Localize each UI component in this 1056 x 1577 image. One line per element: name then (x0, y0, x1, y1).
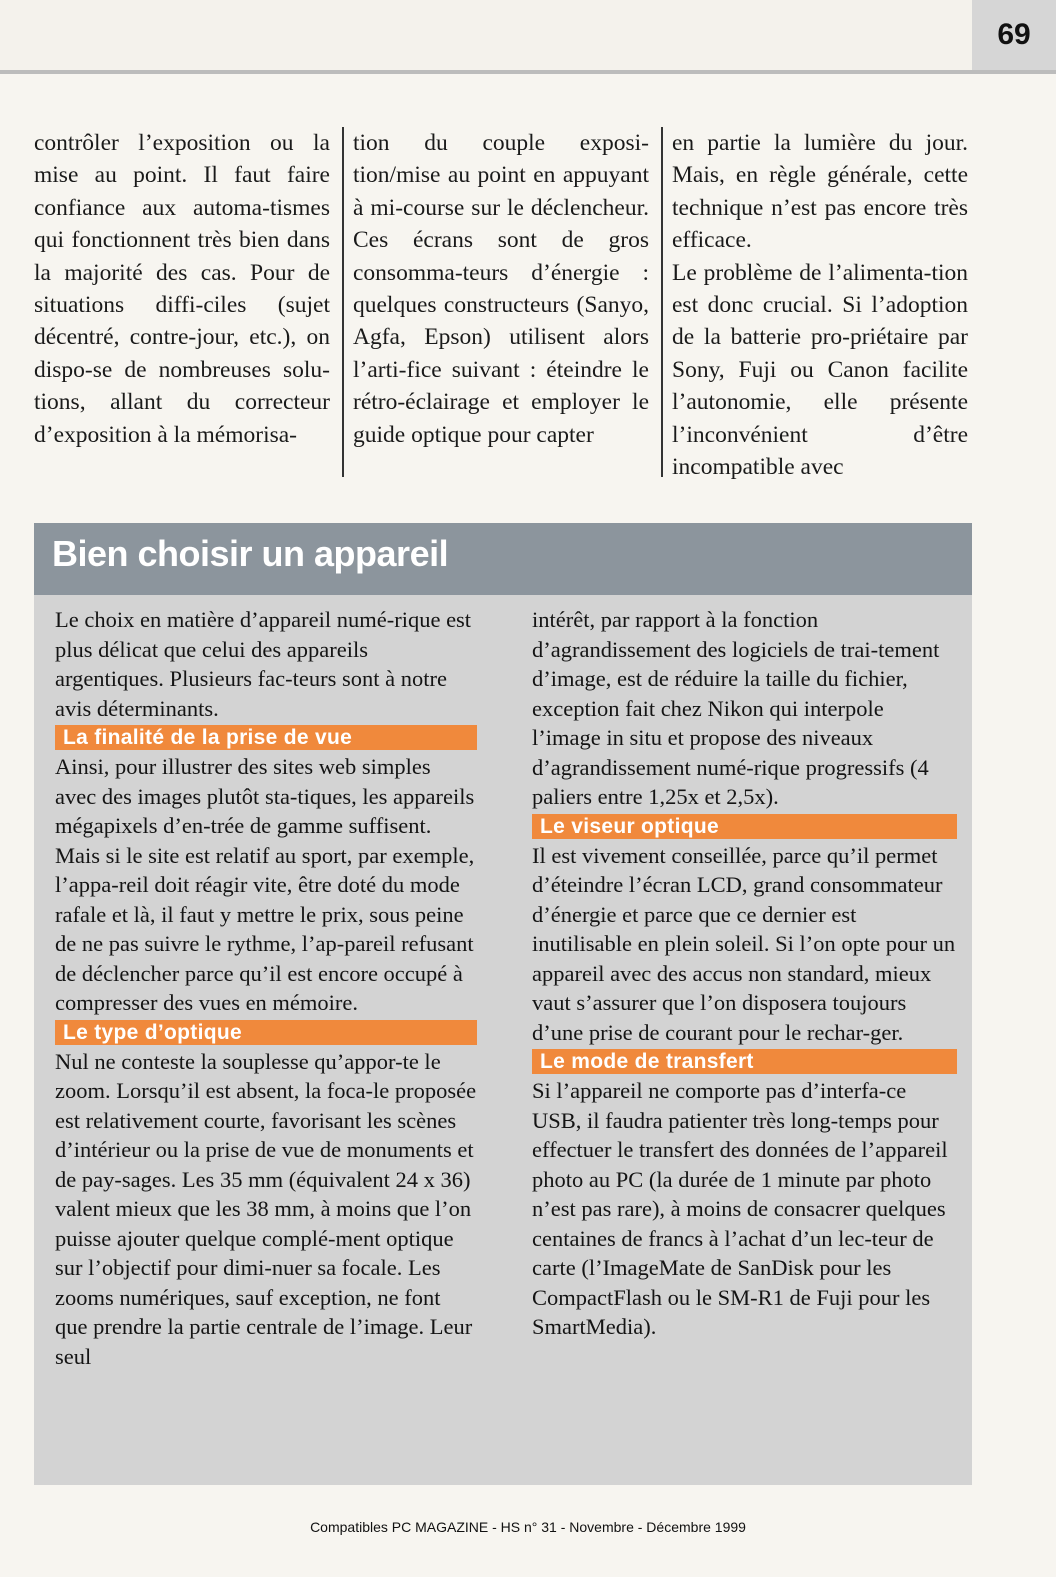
sidebar-paragraph: intérêt, par rapport à la fonction d’agrandissement des logiciels de trai-tement d’image, est de réduire la taille du fichier, exception fait chez Nikon qui interpole l’image in situ et propose des niveaux d’agrandissement numé-rique progressifs (4 paliers entre 1,25x et 2,5x). (532, 607, 940, 809)
subhead-optique: Le type d’optique (55, 1020, 477, 1045)
article-column-2: tion du couple exposi-tion/mise au point en appuyant à mi-course sur le déclencheur. Ces écrans sont de gros consomma-teurs d’énergie : quelques constructeurs (Sanyo, Agfa, Epson) utilisent alors l’arti-fice suivant : éteindre le rétro-éclairage et employer le guide optique pour capter (353, 130, 649, 448)
sidebar-intro: Le choix en matière d’appareil numé-rique est plus délicat que celui des appareils argentiques. Plusieurs fac-teurs sont à notre avis déterminants. (55, 607, 472, 721)
article-paragraph: en partie la lumière du jour. Mais, en règle générale, cette technique n’est pas encore très efficace. (672, 130, 968, 254)
column-divider (661, 127, 663, 477)
sidebar-column-right (532, 605, 957, 1342)
page-number: 69 (972, 0, 1056, 70)
sidebar-paragraph: Si l’appareil ne comporte pas d’interfa-ce USB, il faudra patienter très long-temps pour effectuer le transfert des données de l’appareil photo au PC (la durée de 1 minute par photo n’est pas rare), à moins de consacrer quelques centaines de francs à l’achat d’un lec-teur de carte (l’ImageMate de SanDisk pour les CompactFlash ou le SM-R1 de Fuji pour les SmartMedia). (532, 1078, 948, 1339)
top-band (0, 0, 1056, 74)
sidebar-title: Bien choisir un appareil (52, 533, 449, 574)
article-paragraph: Le problème de l’alimenta-tion est donc crucial. Si l’adoption de la batterie pro-priétaire par Sony, Fuji ou Canon facilite l’autonomie, elle présente l’inconvénient d’être incompatible avec (672, 259, 968, 481)
sidebar-column-left (55, 605, 477, 1371)
sidebar-paragraph: Il est vivement conseillée, parce qu’il permet d’éteindre l’écran LCD, grand consommateur d’énergie et parce que ce dernier est inutilisable en plein soleil. Si l’on opte pour un appareil avec des accus non standard, mieux vaut s’assurer que l’on disposera toujours d’une prise de courant pour le rechar-ger. (532, 842, 956, 1045)
column-divider (342, 127, 344, 477)
sidebar-header (34, 523, 972, 595)
sidebar-box (34, 523, 972, 1485)
subhead-viseur: Le viseur optique (532, 814, 957, 839)
subhead-transfert: Le mode de transfert (532, 1049, 957, 1074)
sidebar-paragraph: Ainsi, pour illustrer des sites web simples avec des images plutôt sta-tiques, les appareils mégapixels d’en-trée de gamme suffisent. Mais si le site est relatif au sport, par exemple, l’appa-reil doit réagir vite, être doté du mode rafale et là, il faut y mettre le prix, sous peine de ne pas suivre le rythme, l’ap-pareil refusant de déclencher parce qu’il est encore occupé à compresser des vues en mémoire. (55, 754, 475, 1015)
subhead-finalite: La finalité de la prise de vue (55, 725, 477, 750)
sidebar-paragraph: Nul ne conteste la souplesse qu’appor-te le zoom. Lorsqu’il est absent, la foca-le proposée est relativement courte, favorisant les scènes d’intérieur ou la prise de vue de monuments et de pay-sages. Les 35 mm (équivalent 24 x 36) valent mieux que les 38 mm, à moins que l’on puisse ajouter quelque complé-ment optique sur l’objectif pour dimi-nuer sa focale. Les zooms numériques, sauf exception, ne font que prendre la partie centrale de l’image. Leur seul (55, 1048, 477, 1369)
article-column-3 (672, 127, 968, 483)
page-footer: Compatibles PC MAGAZINE - HS n° 31 - Novembre - Décembre 1999 (310, 1519, 746, 1535)
article-column-1: contrôler l’exposition ou la mise au point. Il faut faire confiance aux automa-tismes qui fonctionnent très bien dans la majorité des cas. Pour de situations diffi-ciles (sujet décentré, contre-jour, etc.), on dispo-se de nombreuses solu-tions, allant du correcteur d’exposition à la mémorisa- (34, 130, 330, 448)
